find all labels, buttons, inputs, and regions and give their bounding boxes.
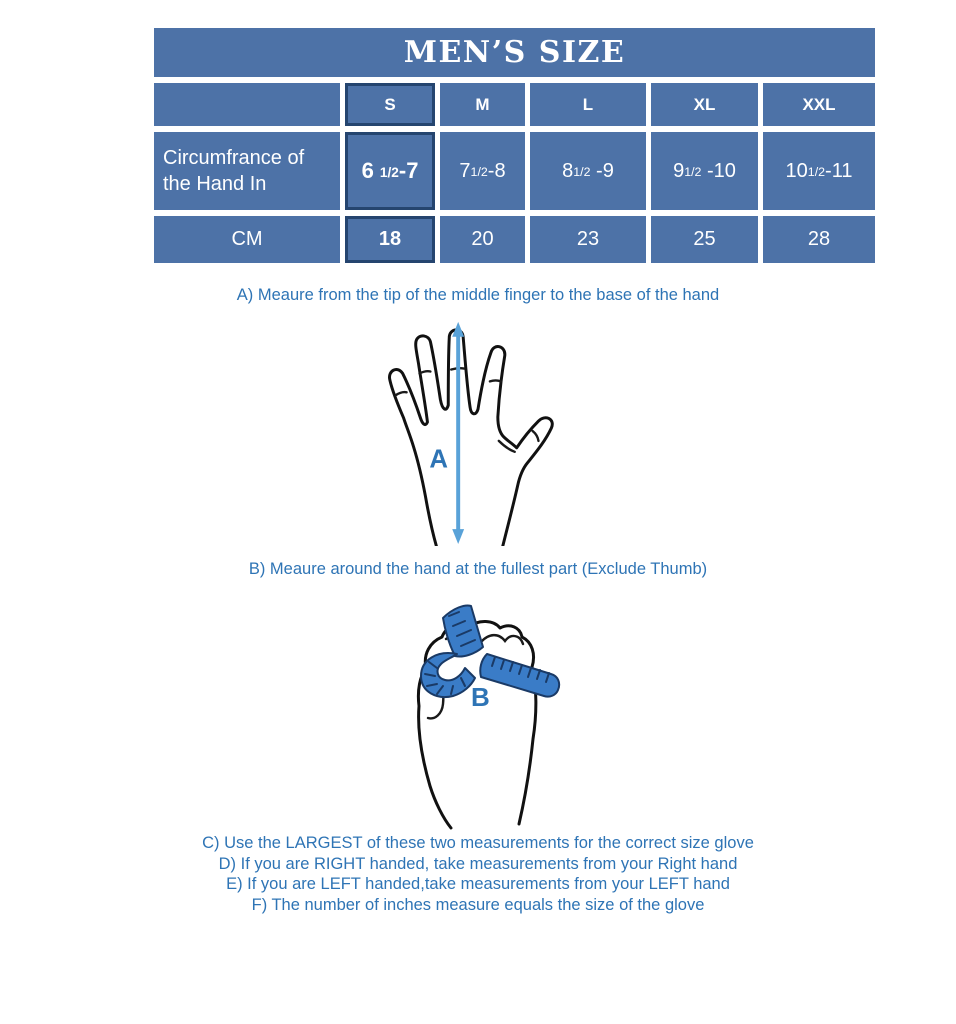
size-header-l: L <box>530 83 646 126</box>
label-a: A <box>429 445 449 474</box>
inches-value-s: 6 1/2-7 <box>345 132 435 210</box>
label-b: B <box>471 682 490 712</box>
inches-value-m: 71/2-8 <box>440 132 525 210</box>
cm-value-l: 23 <box>530 216 646 263</box>
measurement-notes <box>0 833 956 915</box>
size-header-xl: XL <box>651 83 758 126</box>
table-title: MEN’S SIZE <box>154 28 875 77</box>
cm-value-xl: 25 <box>651 216 758 263</box>
cm-value-m: 20 <box>440 216 525 263</box>
note-f: F) The number of inches measure equals the size of the glove <box>251 895 705 914</box>
note-d: D) If you are RIGHT handed, take measurements from your Right hand <box>218 854 738 873</box>
note-e: E) If you are LEFT handed,take measurements from your LEFT hand <box>226 875 730 894</box>
inches-value-l: 81/2 -9 <box>530 132 646 210</box>
fist-outline <box>418 621 536 828</box>
mens-size-table <box>154 28 875 263</box>
cm-value-s: 18 <box>345 216 435 263</box>
size-header-m: M <box>440 83 525 126</box>
cm-value-xxl: 28 <box>763 216 875 263</box>
size-header-s: S <box>345 83 435 126</box>
hand-length-measure-illustration <box>360 312 598 546</box>
inches-value-xl: 91/2 -10 <box>651 132 758 210</box>
size-header-xxl: XXL <box>763 83 875 126</box>
table-corner-cell <box>154 83 340 126</box>
inches-value-xxl: 101/2-11 <box>763 132 875 210</box>
instruction-a-caption: A) Meaure from the tip of the middle finger to the base of the hand <box>236 286 720 304</box>
cm-row-label: CM <box>154 216 340 263</box>
note-c: C) Use the LARGEST of these two measurements for the correct size glove <box>202 834 754 852</box>
instruction-b-caption: B) Meaure around the hand at the fullest part (Exclude Thumb) <box>248 560 708 578</box>
inches-row-label: Circumfrance of the Hand In <box>154 132 340 210</box>
open-hand-outline <box>390 330 553 546</box>
fist-circumference-measure-illustration <box>383 592 598 832</box>
